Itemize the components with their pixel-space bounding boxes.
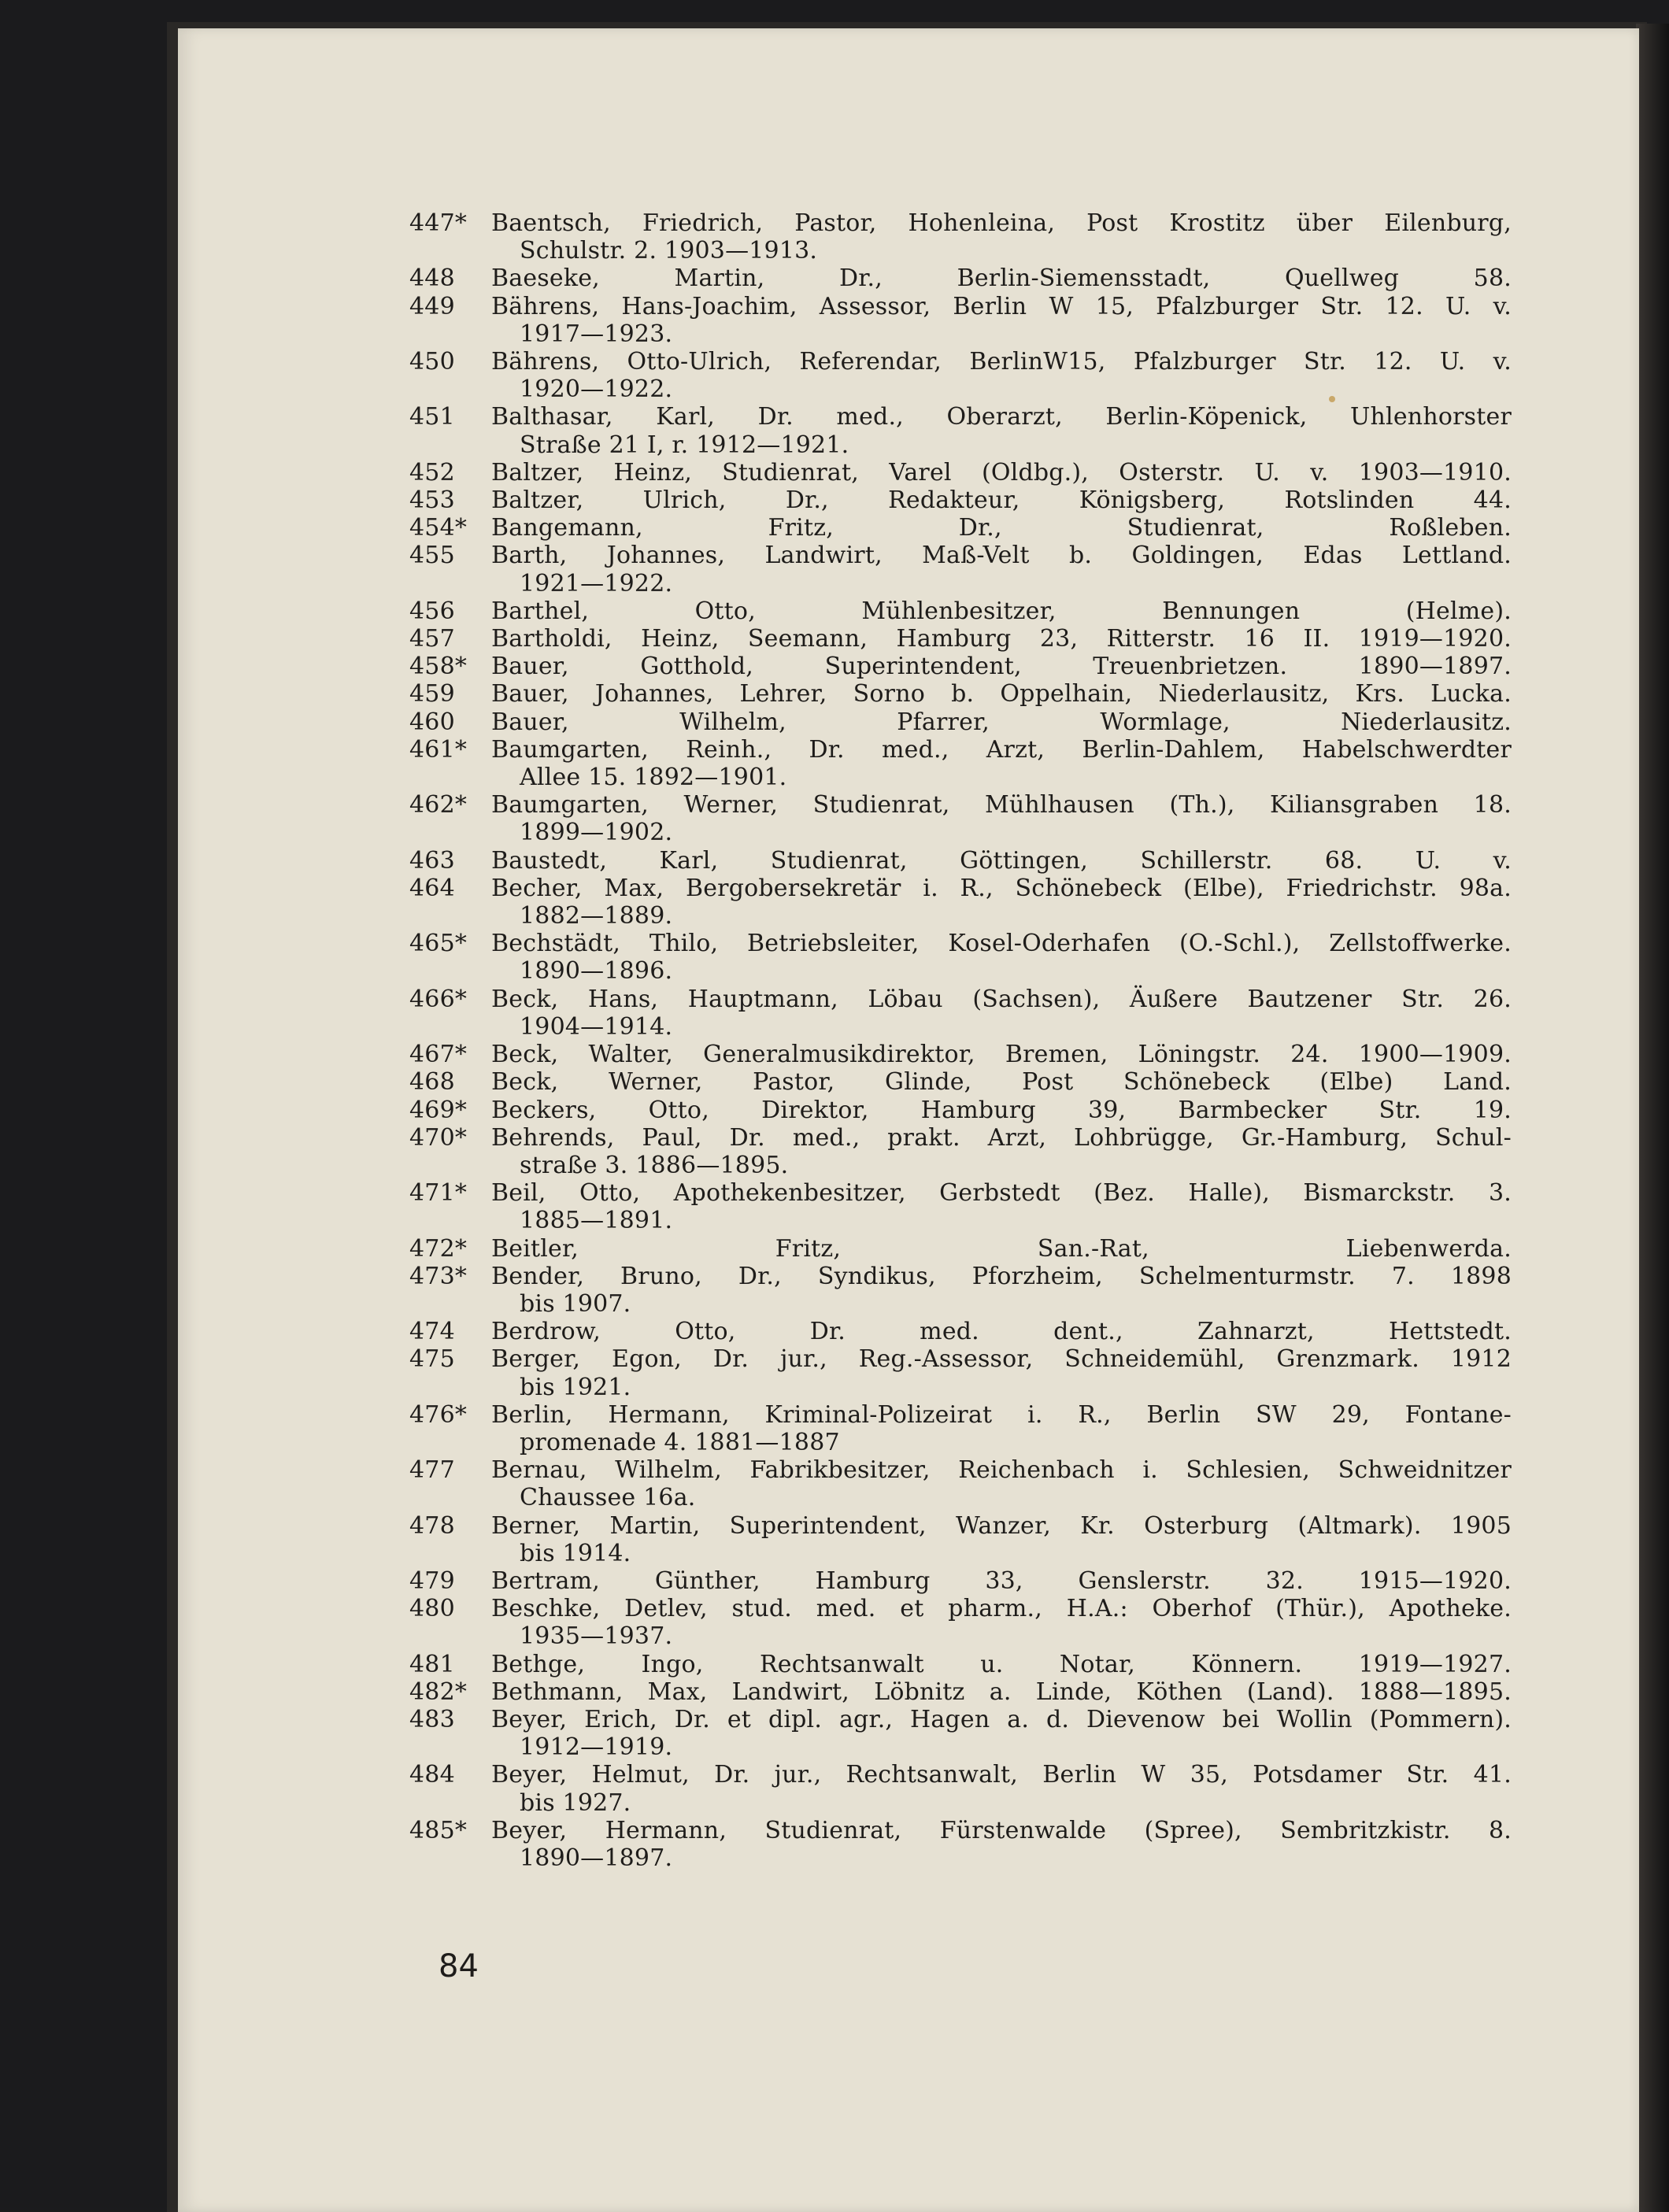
- entry-line: Bertram, Günther, Hamburg 33, Genslerstr. 32. 1915—1920.: [491, 1567, 1512, 1595]
- entry-text: [491, 1595, 1512, 1650]
- entry-continuation-line: bis 1927.: [520, 1788, 631, 1817]
- register-entry: [409, 986, 1512, 1041]
- entry-number: 482*: [409, 1677, 468, 1706]
- register-entry: [409, 1595, 1512, 1650]
- entry-number: 461*: [409, 735, 468, 764]
- entry-line: Baustedt, Karl, Studienrat, Göttingen, Schillerstr. 68. U. v.: [491, 846, 1512, 875]
- entry-number: 448: [409, 264, 455, 293]
- entry-continuation-line: 1921—1922.: [520, 569, 673, 597]
- entry-text: [491, 1124, 1512, 1179]
- entry-text: [491, 986, 1512, 1041]
- register-entry: [409, 403, 1512, 458]
- entry-text: [491, 1456, 1512, 1511]
- entry-line: Balthasar, Karl, Dr. med., Oberarzt, Berlin-Köpenick, Uhlenhorster: [491, 403, 1512, 431]
- entry-text: [491, 1678, 1512, 1706]
- entry-continuation-line: Schulstr. 2. 1903—1913.: [520, 237, 818, 265]
- register-entry: [409, 1097, 1512, 1124]
- register-entry: [409, 1401, 1512, 1456]
- entry-number: 479: [409, 1567, 455, 1595]
- entry-number: 459: [409, 680, 455, 708]
- register-entry: [409, 708, 1512, 736]
- register-entry: [409, 1567, 1512, 1595]
- entry-line: Baentsch, Friedrich, Pastor, Hohenleina, Post Krostitz über Eilenburg,: [491, 209, 1512, 237]
- entry-number: 451: [409, 403, 455, 431]
- entry-continuation-line: Straße 21 I, r. 1912—1921.: [520, 431, 849, 459]
- register-entry: [409, 542, 1512, 597]
- entry-number: 469*: [409, 1096, 468, 1124]
- entry-line: Baltzer, Ulrich, Dr., Redakteur, Königsberg, Rotslinden 44.: [491, 486, 1512, 515]
- entry-number: 457: [409, 625, 455, 653]
- entry-number: 463: [409, 846, 455, 875]
- entry-continuation-line: 1920—1922.: [520, 375, 673, 404]
- register-entry: [409, 1456, 1512, 1511]
- register-entry: [409, 1345, 1512, 1400]
- entry-line: Berger, Egon, Dr. jur., Reg.-Assessor, Schneidemühl, Grenzmark. 1912: [491, 1345, 1512, 1374]
- register-entry: [409, 348, 1512, 403]
- entry-line: Bährens, Hans-Joachim, Assessor, Berlin W 15, Pfalzburger Str. 12. U. v.: [491, 292, 1512, 320]
- entry-line: Beitler, Fritz, San.-Rat, Liebenwerda.: [491, 1234, 1512, 1263]
- entry-number: 477: [409, 1456, 455, 1485]
- register-entry: [409, 1068, 1512, 1096]
- entry-line: Baeseke, Martin, Dr., Berlin-Siemensstadt, Quellweg 58.: [491, 264, 1512, 293]
- entry-text: [491, 1512, 1512, 1567]
- entry-number: 455: [409, 542, 455, 570]
- register-entry: [409, 1179, 1512, 1234]
- register-entry: [409, 1678, 1512, 1706]
- entry-number: 475: [409, 1345, 455, 1374]
- entry-text: [491, 1263, 1512, 1318]
- entry-text: [491, 1068, 1512, 1096]
- register-entry: [409, 459, 1512, 486]
- entry-text: [491, 1567, 1512, 1595]
- entry-text: [491, 653, 1512, 680]
- entry-text: [491, 1235, 1512, 1263]
- entry-line: Behrends, Paul, Dr. med., prakt. Arzt, Lohbrügge, Gr.-Hamburg, Schul-: [491, 1123, 1512, 1152]
- entry-number: 462*: [409, 791, 468, 819]
- entry-number: 481: [409, 1650, 455, 1678]
- register-entry: [409, 1706, 1512, 1761]
- paper-speck: [1329, 396, 1335, 402]
- register-entry: [409, 1512, 1512, 1567]
- entry-text: [491, 597, 1512, 625]
- entry-text: [491, 847, 1512, 875]
- register-entry: [409, 1651, 1512, 1678]
- entry-continuation-line: 1912—1919.: [520, 1733, 673, 1762]
- entry-number: 474: [409, 1318, 455, 1346]
- register-entry: [409, 597, 1512, 625]
- register-entry: [409, 680, 1512, 708]
- entry-line: Beil, Otto, Apothekenbesitzer, Gerbstedt (Bez. Halle), Bismarckstr. 3.: [491, 1179, 1512, 1208]
- entry-line: Bethge, Ingo, Rechtsanwalt u. Notar, Könnern. 1919—1927.: [491, 1650, 1512, 1678]
- entry-line: Beck, Walter, Generalmusikdirektor, Bremen, Löningstr. 24. 1900—1909.: [491, 1041, 1512, 1069]
- entry-number: 458*: [409, 653, 468, 681]
- entry-line: Beck, Werner, Pastor, Glinde, Post Schönebeck (Elbe) Land.: [491, 1068, 1512, 1097]
- entry-number: 460: [409, 708, 455, 736]
- entry-line: Bauer, Wilhelm, Pfarrer, Wormlage, Niederlausitz.: [491, 708, 1512, 736]
- entry-text: [491, 875, 1512, 930]
- entry-continuation-line: Allee 15. 1892—1901.: [520, 764, 787, 792]
- register-entry: [409, 1263, 1512, 1318]
- register-entry: [409, 736, 1512, 791]
- entry-line: Barth, Johannes, Landwirt, Maß-Velt b. Goldingen, Edas Lettland.: [491, 542, 1512, 570]
- register-entry: [409, 847, 1512, 875]
- entry-text: [491, 542, 1512, 597]
- entry-text: [491, 1097, 1512, 1124]
- register-entry-list: [409, 209, 1512, 1872]
- entry-text: [491, 403, 1512, 458]
- entry-text: [491, 1401, 1512, 1456]
- entry-number: 480: [409, 1595, 455, 1623]
- entry-number: 449: [409, 292, 455, 320]
- register-entry: [409, 791, 1512, 846]
- entry-line: Baumgarten, Reinh., Dr. med., Arzt, Berlin-Dahlem, Habelschwerdter: [491, 735, 1512, 764]
- entry-continuation-line: bis 1921.: [520, 1373, 631, 1401]
- entry-line: Bethmann, Max, Landwirt, Löbnitz a. Linde, Köthen (Land). 1888—1895.: [491, 1677, 1512, 1706]
- entry-text: [491, 1179, 1512, 1234]
- entry-number: 468: [409, 1068, 455, 1097]
- entry-line: Bangemann, Fritz, Dr., Studienrat, Roßleben.: [491, 514, 1512, 542]
- entry-line: Beck, Hans, Hauptmann, Löbau (Sachsen), Äußere Bautzener Str. 26.: [491, 985, 1512, 1013]
- entry-line: Bährens, Otto-Ulrich, Referendar, BerlinW15, Pfalzburger Str. 12. U. v.: [491, 348, 1512, 376]
- entry-line: Beyer, Erich, Dr. et dipl. agr., Hagen a. d. Dievenow bei Wollin (Pommern).: [491, 1705, 1512, 1733]
- register-entry: [409, 486, 1512, 514]
- entry-text: [491, 1761, 1512, 1816]
- entry-line: Bechstädt, Thilo, Betriebsleiter, Kosel-Oderhafen (O.-Schl.), Zellstoffwerke.: [491, 930, 1512, 958]
- entry-continuation-line: 1899—1902.: [520, 819, 673, 847]
- entry-line: Beyer, Helmut, Dr. jur., Rechtsanwalt, Berlin W 35, Potsdamer Str. 41.: [491, 1761, 1512, 1789]
- entry-continuation-line: 1917—1923.: [520, 320, 673, 348]
- entry-continuation-line: 1890—1897.: [520, 1844, 673, 1872]
- entry-continuation-line: 1885—1891.: [520, 1207, 673, 1235]
- entry-number: 453: [409, 486, 455, 515]
- entry-text: [491, 1817, 1512, 1872]
- entry-number: 454*: [409, 514, 468, 542]
- entry-text: [491, 348, 1512, 403]
- entry-text: [491, 514, 1512, 542]
- entry-text: [491, 486, 1512, 514]
- entry-continuation-line: 1904—1914.: [520, 1012, 673, 1041]
- entry-continuation-line: bis 1907.: [520, 1289, 631, 1318]
- entry-number: 471*: [409, 1179, 468, 1208]
- entry-line: Beyer, Hermann, Studienrat, Fürstenwalde (Spree), Sembritzkistr. 8.: [491, 1816, 1512, 1844]
- entry-number: 456: [409, 597, 455, 625]
- entry-continuation-line: straße 3. 1886—1895.: [520, 1151, 789, 1179]
- entry-line: Baumgarten, Werner, Studienrat, Mühlhausen (Th.), Kiliansgraben 18.: [491, 791, 1512, 819]
- entry-line: Bender, Bruno, Dr., Syndikus, Pforzheim, Schelmenturmstr. 7. 1898: [491, 1262, 1512, 1290]
- entry-line: Beckers, Otto, Direktor, Hamburg 39, Barmbecker Str. 19.: [491, 1096, 1512, 1124]
- entry-continuation-line: 1935—1937.: [520, 1622, 673, 1651]
- entry-text: [491, 1345, 1512, 1400]
- entry-continuation-line: 1890—1896.: [520, 957, 673, 986]
- entry-number: 452: [409, 458, 455, 486]
- entry-number: 466*: [409, 985, 468, 1013]
- entry-text: [491, 459, 1512, 486]
- entry-number: 483: [409, 1705, 455, 1733]
- entry-number: 467*: [409, 1041, 468, 1069]
- entry-continuation-line: bis 1914.: [520, 1539, 631, 1567]
- entry-number: 485*: [409, 1816, 468, 1844]
- entry-line: Becher, Max, Bergobersekretär i. R., Schönebeck (Elbe), Friedrichstr. 98a.: [491, 874, 1512, 902]
- entry-number: 478: [409, 1511, 455, 1540]
- entry-text: [491, 930, 1512, 985]
- entry-text: [491, 293, 1512, 348]
- register-entry: [409, 875, 1512, 930]
- entry-line: Beschke, Detlev, stud. med. et pharm., H.A.: Oberhof (Thür.), Apotheke.: [491, 1595, 1512, 1623]
- entry-number: 465*: [409, 930, 468, 958]
- page-number: 84: [439, 1948, 479, 1985]
- entry-line: Bauer, Johannes, Lehrer, Sorno b. Oppelhain, Niederlausitz, Krs. Lucka.: [491, 680, 1512, 708]
- entry-number: 464: [409, 874, 455, 902]
- entry-text: [491, 209, 1512, 264]
- entry-line: Barthel, Otto, Mühlenbesitzer, Bennungen (Helme).: [491, 597, 1512, 625]
- entry-continuation-line: promenade 4. 1881—1887: [520, 1428, 840, 1456]
- entry-line: Baltzer, Heinz, Studienrat, Varel (Oldbg.), Osterstr. U. v. 1903—1910.: [491, 458, 1512, 486]
- entry-text: [491, 1706, 1512, 1761]
- register-entry: [409, 293, 1512, 348]
- entry-number: 470*: [409, 1123, 468, 1152]
- entry-number: 473*: [409, 1262, 468, 1290]
- register-entry: [409, 653, 1512, 680]
- entry-text: [491, 264, 1512, 292]
- entry-line: Bartholdi, Heinz, Seemann, Hamburg 23, Ritterstr. 16 II. 1919—1920.: [491, 625, 1512, 653]
- entry-text: [491, 1041, 1512, 1068]
- register-entry: [409, 1041, 1512, 1068]
- register-entry: [409, 1318, 1512, 1345]
- entry-text: [491, 680, 1512, 708]
- entry-text: [491, 1318, 1512, 1345]
- entry-line: Bauer, Gotthold, Superintendent, Treuenbrietzen. 1890—1897.: [491, 653, 1512, 681]
- register-entry: [409, 1124, 1512, 1179]
- register-entry: [409, 514, 1512, 542]
- register-entry: [409, 930, 1512, 985]
- entry-line: Berdrow, Otto, Dr. med. dent., Zahnarzt, Hettstedt.: [491, 1318, 1512, 1346]
- entry-line: Berlin, Hermann, Kriminal-Polizeirat i. R., Berlin SW 29, Fontane-: [491, 1400, 1512, 1429]
- entry-text: [491, 736, 1512, 791]
- entry-number: 450: [409, 348, 455, 376]
- register-entry: [409, 1235, 1512, 1263]
- entry-line: Bernau, Wilhelm, Fabrikbesitzer, Reichenbach i. Schlesien, Schweidnitzer: [491, 1456, 1512, 1485]
- register-entry: [409, 1817, 1512, 1872]
- entry-number: 484: [409, 1761, 455, 1789]
- entry-number: 472*: [409, 1234, 468, 1263]
- entry-number: 447*: [409, 209, 468, 237]
- entry-number: 476*: [409, 1400, 468, 1429]
- entry-text: [491, 708, 1512, 736]
- register-entry: [409, 209, 1512, 264]
- entry-text: [491, 791, 1512, 846]
- register-entry: [409, 625, 1512, 653]
- entry-line: Berner, Martin, Superintendent, Wanzer, Kr. Osterburg (Altmark). 1905: [491, 1511, 1512, 1540]
- entry-continuation-line: 1882—1889.: [520, 902, 673, 930]
- page-binding-edge: [1636, 24, 1669, 2212]
- entry-text: [491, 1651, 1512, 1678]
- register-entry: [409, 264, 1512, 292]
- register-entry: [409, 1761, 1512, 1816]
- entry-continuation-line: Chaussee 16a.: [520, 1484, 696, 1512]
- entry-text: [491, 625, 1512, 653]
